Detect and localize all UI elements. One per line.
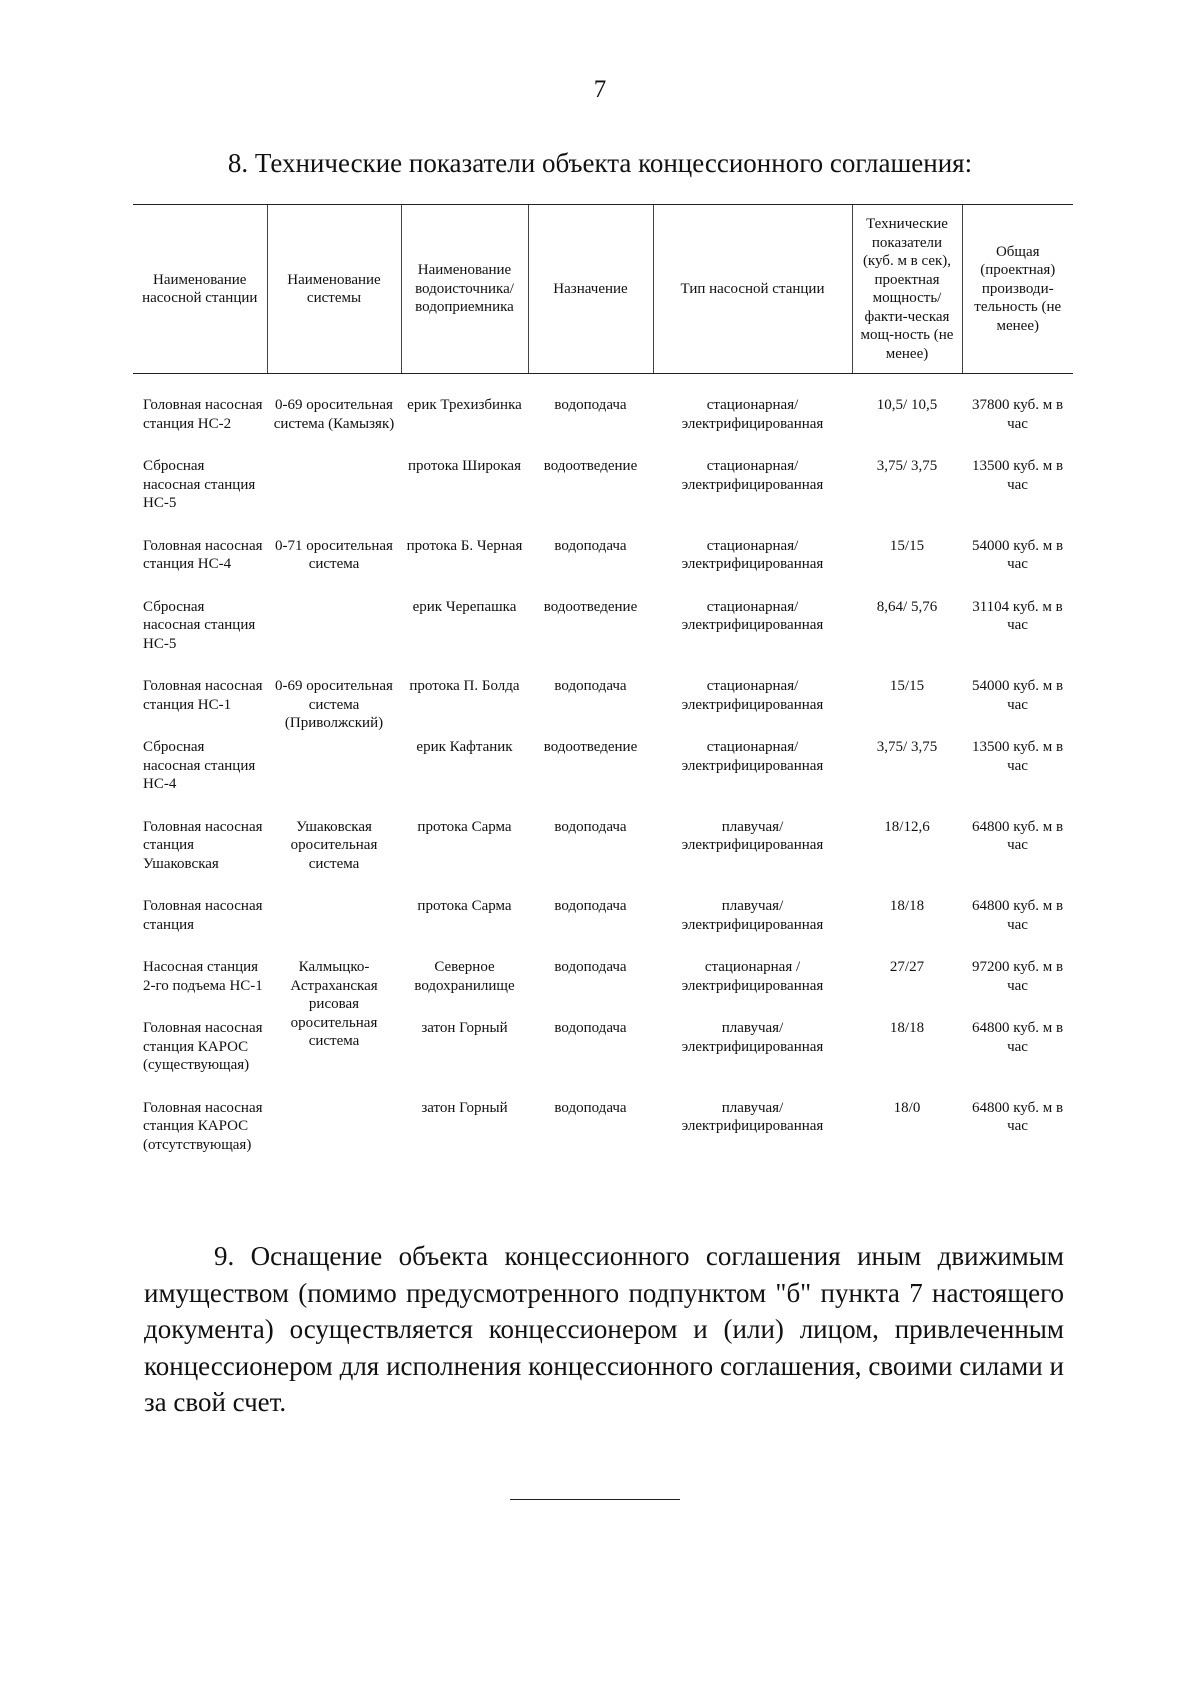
productivity-cell: 54000 куб. м в час <box>971 537 1064 572</box>
source-cell: затон Горный <box>421 1099 508 1116</box>
productivity-cell: 64800 куб. м в час <box>971 818 1064 853</box>
source-cell: протока Сарма <box>417 898 512 914</box>
station-cell: Головная насосная станция НС-1 <box>143 678 263 713</box>
purpose-cell: водоподача <box>554 1020 627 1036</box>
station-cell: Головная насосная станция Ушаковская <box>143 818 263 872</box>
capacity-cell: 27/27 <box>889 959 925 975</box>
purpose-cell: водоподача <box>554 959 627 975</box>
productivity-cell: 13500 куб. м в час <box>971 458 1064 493</box>
source-cell: протока Широкая <box>408 458 521 474</box>
page-number: 7 <box>593 76 607 103</box>
column-header: Тип насосной станции <box>653 205 852 374</box>
system-cell: 0-69 оросительная система (Приволжский) <box>275 678 393 731</box>
capacity-cell: 18/18 <box>889 1020 925 1036</box>
source-cell: протока Б. Черная <box>406 537 523 554</box>
type-cell: стационарная/ электрифицированная <box>681 739 824 774</box>
type-cell: плавучая/ электрифицированная <box>681 898 824 933</box>
productivity-cell: 97200 куб. м в час <box>971 959 1064 994</box>
source-cell: протока Сарма <box>417 818 512 835</box>
source-cell: протока П. Болда <box>409 678 520 694</box>
station-cell: Головная насосная станция <box>143 898 263 933</box>
type-cell: стационарная/ электрифицированная <box>681 678 824 713</box>
source-cell: ерик Кафтаник <box>416 739 513 755</box>
purpose-cell: водоотведение <box>543 598 638 615</box>
table-row <box>133 958 1073 1019</box>
capacity-cell: 8,64/ 5,76 <box>876 598 938 615</box>
column-header: Наименование насосной станции <box>133 205 267 374</box>
source-cell: ерик Трехизбинка <box>407 397 522 413</box>
type-cell: стационарная/ электрифицированная <box>681 458 824 493</box>
table-row <box>133 537 1073 598</box>
station-cell: Сбросная насосная станция НС-5 <box>143 598 256 652</box>
end-divider <box>510 1499 680 1500</box>
column-header: Технические показатели (куб. м в сек), проектная мощность/ факти-ческая мощ-ность (не менее) <box>852 205 962 374</box>
capacity-cell: 10,5/ 10,5 <box>876 397 938 413</box>
station-cell: Головная насосная станция КАРОС (отсутствующая) <box>143 1099 263 1153</box>
capacity-cell: 18/0 <box>893 1099 921 1116</box>
productivity-cell: 64800 куб. м в час <box>971 1020 1064 1055</box>
system-cell: 0-69 оросительная система (Камызяк) <box>273 397 395 432</box>
system-cell: Ушаковская оросительная система <box>290 818 378 872</box>
column-header: Наименование системы <box>267 205 401 374</box>
productivity-cell: 31104 куб. м в час <box>972 598 1063 633</box>
capacity-cell: 15/15 <box>889 537 925 554</box>
capacity-cell: 18/12,6 <box>884 818 930 835</box>
station-cell: Головная насосная станция КАРОС (существующая) <box>143 1020 263 1073</box>
purpose-cell: водоотведение <box>543 739 638 755</box>
table-row <box>133 677 1073 738</box>
system-cell: 0-71 оросительная система <box>275 537 393 572</box>
type-cell: стационарная / электрифицированная <box>681 959 824 994</box>
station-cell: Сбросная насосная станция НС-5 <box>143 458 256 511</box>
section-title: 8. Технические показатели объекта концессионного соглашения: <box>227 148 973 178</box>
column-header: Назначение <box>528 205 653 374</box>
table-header-row <box>133 205 1073 374</box>
station-cell: Насосная станция 2-го подъема НС-1 <box>143 959 263 994</box>
capacity-cell: 15/15 <box>889 678 925 694</box>
station-cell: Головная насосная станция НС-2 <box>143 397 263 432</box>
source-cell: ерик Черепашка <box>412 598 517 615</box>
productivity-cell: 13500 куб. м в час <box>971 739 1064 774</box>
type-cell: плавучая/ электрифицированная <box>681 818 824 853</box>
technical-indicators-table <box>133 204 1073 1178</box>
column-header: Наименование водоисточника/ водоприемника <box>401 205 528 374</box>
purpose-cell: водоподача <box>554 898 627 914</box>
productivity-cell: 64800 куб. м в час <box>971 898 1064 933</box>
type-cell: стационарная/ электрифицированная <box>681 397 824 432</box>
type-cell: плавучая/ электрифицированная <box>681 1099 824 1134</box>
source-cell: Северное водохранилище <box>414 959 515 994</box>
station-cell: Головная насосная станция НС-4 <box>143 537 263 572</box>
purpose-cell: водоподача <box>554 678 627 694</box>
station-cell: Сбросная насосная станция НС-4 <box>143 739 256 792</box>
productivity-cell: 37800 куб. м в час <box>971 397 1064 432</box>
purpose-cell: водоподача <box>554 818 627 835</box>
source-cell: затон Горный <box>421 1020 508 1036</box>
type-cell: стационарная/ электрифицированная <box>681 598 824 633</box>
purpose-cell: водоподача <box>554 537 627 554</box>
table-row <box>133 374 1073 458</box>
type-cell: плавучая/ электрифицированная <box>681 1020 824 1055</box>
capacity-cell: 3,75/ 3,75 <box>876 739 938 755</box>
system-cell: Калмыцко-Астраханская рисовая оросительная система <box>290 959 378 1049</box>
capacity-cell: 3,75/ 3,75 <box>876 458 938 474</box>
purpose-cell: водоподача <box>554 1099 627 1116</box>
column-header: Общая (проектная) производи-тельность (не менее) <box>962 205 1073 374</box>
productivity-cell: 54000 куб. м в час <box>971 678 1064 713</box>
productivity-cell: 64800 куб. м в час <box>971 1099 1064 1134</box>
purpose-cell: водоподача <box>554 397 627 413</box>
capacity-cell: 18/18 <box>889 898 925 914</box>
table-row <box>133 818 1073 898</box>
type-cell: стационарная/ электрифицированная <box>681 537 824 572</box>
purpose-cell: водоотведение <box>543 458 638 474</box>
paragraph-9: 9. Оснащение объекта концессионного соглашения иным движимым имуществом (помимо предусмотренного подпунктом "б" пункта 7 настоящего документа) осуществляется концессионером и (или) лицом, привлеченным концессионером для исполнения концессионного соглашения, своими силами и за свой счет. <box>144 1241 1064 1417</box>
